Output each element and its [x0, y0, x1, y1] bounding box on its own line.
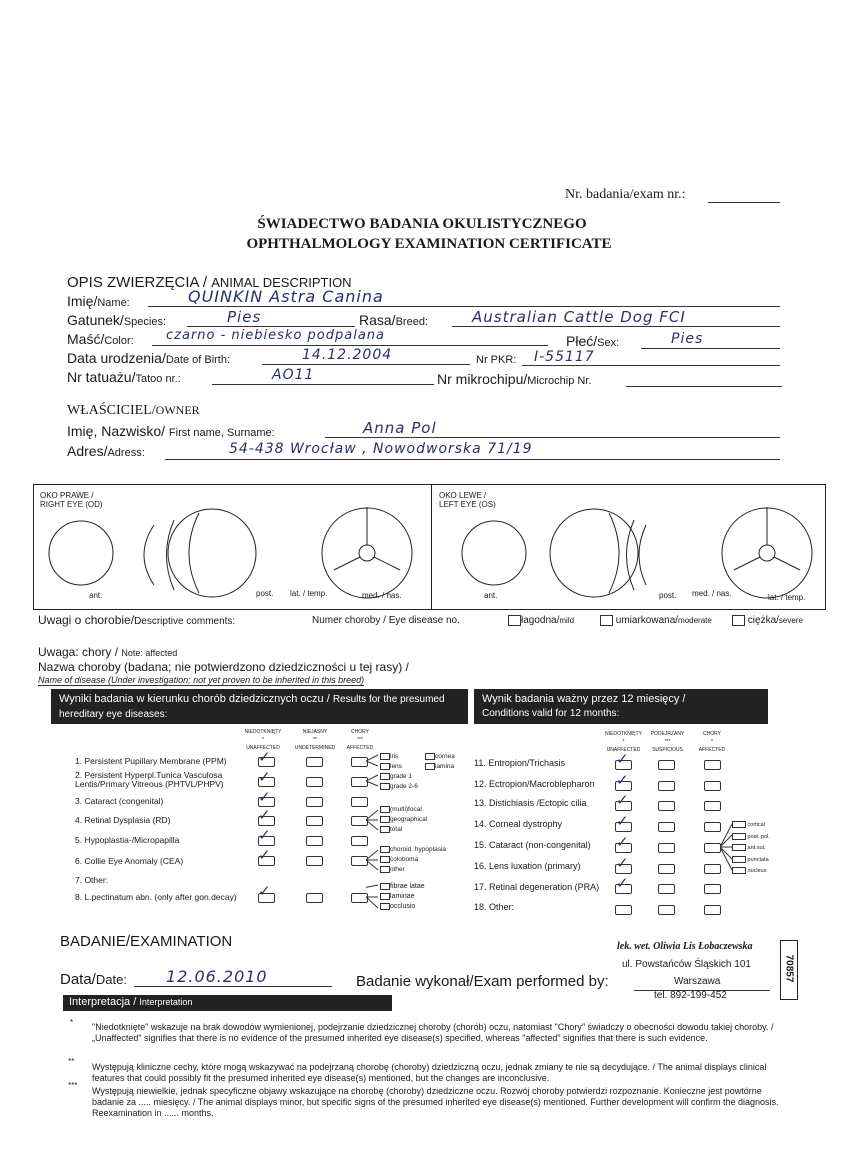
- entropion-suspicious-box[interactable]: [658, 760, 675, 770]
- sub-lpect[interactable]: fibrae latae laminae occlusio: [380, 882, 425, 912]
- stamp-city: Warszawa: [674, 976, 721, 987]
- right-row-17: 17. Retinal degeneration (PRA): [474, 882, 600, 892]
- color-field[interactable]: czarno - niebiesko podpalana: [152, 328, 548, 346]
- disease-name-pl: Nazwa choroby (badana; nie potwierdzono dziedziczności u tej rasy) /: [38, 660, 409, 674]
- right-eye-label: OKO PRAWE / RIGHT EYE (OD): [40, 491, 103, 509]
- tick-lpect: ✓: [258, 883, 271, 900]
- color-label: Maść/Color:: [67, 331, 134, 347]
- lpect-undetermined-box[interactable]: [306, 893, 323, 903]
- right-row-14: 14. Corneal dystrophy: [474, 819, 563, 829]
- left-table-header: Wyniki badania w kierunku chorób dziedzicznych oczu / Results for the presumed hereditary eye diseases:: [51, 689, 468, 724]
- tick-distichiasis: ✓: [616, 792, 629, 809]
- interp-note-3: Występują niewielkie, jednak specyficzne objawy wskazujące na chorobę (choroby) dziedziczne oczu. Rozwój choroby potwierdzi rozpoznanie. Konieczne jest powtórne badanie za ..... miesięcy. / The animal displays minor, but specific signs of the presumed inherited eye disease(s) mentioned. Further development will confirm the diagnosis. Reexamination in ...... months.: [92, 1086, 779, 1118]
- microchip-label: Nr mikrochipu/Microchip Nr.: [437, 371, 592, 387]
- left-ant-label: ant.: [484, 591, 498, 600]
- distichiasis-suspicious-box[interactable]: [658, 801, 675, 811]
- luxation-suspicious-box[interactable]: [658, 864, 675, 874]
- exam-number-field[interactable]: [708, 202, 780, 203]
- right-row-12: 12. Ectropion/Macroblepharon: [474, 779, 595, 789]
- title-pl: ŚWIADECTWO BADANIA OKULISTYCZNEGO: [257, 216, 587, 232]
- corneal-affected-box[interactable]: [704, 822, 721, 832]
- left-row-6: 6. Collie Eye Anomaly (CEA): [75, 856, 184, 866]
- left-row-7: 7. Other:: [75, 875, 109, 885]
- stamp-address: ul. Powstańców Śląskich 101: [622, 959, 751, 970]
- owner-address-label: Adres/Adress:: [67, 443, 145, 459]
- sub-ppm[interactable]: iris lens: [380, 752, 402, 772]
- distichiasis-affected-box[interactable]: [704, 801, 721, 811]
- left-post-label: post.: [659, 591, 677, 600]
- tick-cataract: ✓: [258, 789, 271, 806]
- severe-option[interactable]: ciężka/severe: [732, 615, 803, 626]
- left-col-unaffected: NIEDOTKNIĘTY * UNAFFECTED: [244, 729, 282, 751]
- name-field[interactable]: QUINKIN Astra Canina: [148, 287, 780, 307]
- left-row-8: 8. L.pectinatum abn. (only after gon.decay): [75, 892, 237, 902]
- owner-heading: WŁAŚCICIEL/OWNER: [67, 403, 200, 418]
- tick-luxation: ✓: [616, 855, 629, 872]
- ppm-undetermined-box[interactable]: [306, 757, 323, 767]
- sub-cea[interactable]: choroid. hypoplasia coloboma other: [380, 845, 446, 875]
- tick-entropion: ✓: [616, 751, 629, 768]
- pkr-field[interactable]: I-55117: [522, 349, 780, 366]
- disease-no-label: Numer choroby / Eye disease no.: [312, 615, 460, 626]
- pra-suspicious-box[interactable]: [658, 884, 675, 894]
- luxation-affected-box[interactable]: [704, 864, 721, 874]
- left-row-2: 2. Persistent Hyperpl.Tunica Vasculosa Lentis/Primary Vitreous (PHTVL/PHPV): [75, 770, 224, 789]
- tick-pra: ✓: [616, 875, 629, 892]
- left-col-affected: CHORY *** AFFECTED: [346, 729, 374, 751]
- exam-number-label: Nr. badania/exam nr.:: [565, 187, 686, 202]
- phtvl-undetermined-box[interactable]: [306, 777, 323, 787]
- ectropion-affected-box[interactable]: [704, 781, 721, 791]
- stamp-number-box: 70857: [780, 940, 798, 1000]
- sub-phtvl[interactable]: grade 1 grade 2-6: [380, 772, 418, 792]
- exam-date-field[interactable]: 12.06.2010: [134, 967, 332, 987]
- disease-name-en: Name of disease (Under investigation; not yet proven to be inherited in this breed): [38, 675, 365, 685]
- eye-diagram-box: [33, 484, 826, 610]
- owner-name-label: Imię, Nazwisko/ First name, Surname:: [67, 423, 275, 439]
- other-suspicious-box[interactable]: [658, 905, 675, 915]
- pra-affected-box[interactable]: [704, 884, 721, 894]
- sex-label: Płeć/Sex:: [566, 333, 620, 349]
- exam-performed-label: Badanie wykonał/Exam performed by:: [356, 973, 609, 990]
- other-affected-box[interactable]: [704, 905, 721, 915]
- cataract-undetermined-box[interactable]: [306, 797, 323, 807]
- comments-label: Uwagi o chorobie/Descriptive comments:: [38, 613, 236, 627]
- cataract-sub-options[interactable]: cortical post. pol. ant.sut. punctata nucleus: [732, 820, 770, 878]
- right-table-header: Wynik badania ważny przez 12 miesięcy / Conditions valid for 12 months:: [474, 689, 768, 724]
- left-col-undetermined: NIEJASNY ** UNDETERMINED: [294, 729, 336, 751]
- microchip-field[interactable]: [626, 386, 782, 387]
- note3-mark: ***: [68, 1081, 78, 1090]
- right-post-label: post.: [256, 589, 274, 598]
- cataract-nc-affected-box[interactable]: [704, 843, 721, 853]
- owner-name-field[interactable]: Anna Pol: [325, 419, 780, 438]
- cea-undetermined-box[interactable]: [306, 856, 323, 866]
- owner-address-field[interactable]: 54-438 Wrocław , Nowodworska 71/19: [165, 441, 780, 460]
- dob-label: Data urodzenia/Date of Birth:: [67, 350, 231, 366]
- note1-mark: *: [70, 1018, 74, 1027]
- right-row-11: 11. Entropion/Trichasis: [474, 758, 566, 768]
- pkr-label: Nr PKR:: [476, 354, 517, 366]
- right-col-affected: CHORY * AFFECTED: [698, 731, 726, 753]
- left-lat-label: lat. / temp.: [768, 593, 806, 602]
- sub-ppm-2[interactable]: cornea lamina: [425, 752, 455, 772]
- breed-field[interactable]: Australian Cattle Dog FCI: [452, 308, 780, 327]
- species-field[interactable]: Pies: [187, 308, 355, 327]
- tick-ppm: ✓: [258, 749, 271, 766]
- species-label: Gatunek/Species:: [67, 312, 167, 328]
- stamp-phone: tel. 892-199-452: [654, 990, 727, 1001]
- animal-heading: OPIS ZWIERZĘCIA / ANIMAL DESCRIPTION: [67, 274, 352, 291]
- mild-option[interactable]: łagodna/mild: [508, 615, 574, 626]
- stamp-name: lek. wet. Oliwia Lis Łobaczewska: [617, 941, 753, 952]
- right-lat-label: lat. / temp.: [290, 589, 328, 598]
- right-med-label: med. / nas.: [362, 591, 402, 600]
- note2-mark: **: [68, 1057, 75, 1066]
- tick-rd: ✓: [258, 807, 271, 824]
- tick-cataract-nc: ✓: [616, 834, 629, 851]
- interp-note-2: Występują kliniczne cechy, które mogą wskazywać na podejrzaną chorobę (choroby) dziedziczną oczu, jednak zmiany te nie są decydujące. / The animal displays clinical features that could possibly fit the presumed inherited eye disease(s) mentioned, but the changes are inconclusive.: [92, 1062, 767, 1083]
- right-row-13: 13. Distichiasis /Ectopic cilia: [474, 798, 587, 808]
- interp-note-1: "Niedotknięte" wskazuje na brak dowodów wymienionej, podejrzanie dziedzicznej choroby (chorób) oczu, natomiast "Chory" świadczy o obecności dowodu takiej choroby. / „Unaffected" signifies that there is no evidence of the presumed inherited eye disease(s) specified, whereas "affected" signifies that there is such evidence.: [92, 1022, 774, 1043]
- tick-ectropion: ✓: [616, 772, 629, 789]
- right-row-18: 18. Other:: [474, 902, 515, 912]
- left-eye-label: OKO LEWE / LEFT EYE (OS): [439, 491, 496, 509]
- right-col-unaffected: NIEDOTKNIĘTY * UNAFFECTED: [605, 731, 642, 753]
- tick-corneal: ✓: [616, 813, 629, 830]
- interpretation-header: Interpretacja / Interpretation: [63, 995, 392, 1011]
- exam-date-label: Data/Date:: [60, 971, 127, 988]
- breed-label: Rasa/Breed:: [359, 312, 428, 328]
- hypoplasia-undetermined-box[interactable]: [306, 836, 323, 846]
- right-ant-label: ant.: [89, 591, 103, 600]
- sex-field[interactable]: Pies: [641, 331, 780, 349]
- dob-field[interactable]: 14.12.2004: [262, 347, 470, 365]
- tick-cea: ✓: [258, 847, 271, 864]
- rd-undetermined-box[interactable]: [306, 816, 323, 826]
- left-row-1: 1. Persistent Pupillary Membrane (PPM): [75, 756, 227, 766]
- right-col-suspicious: PODEJRZANY *** SUSPICIOUS: [650, 731, 685, 753]
- examination-heading: BADANIE/EXAMINATION: [60, 933, 233, 950]
- name-label: Imię/Name:: [67, 293, 130, 309]
- moderate-option[interactable]: umiarkowana/moderate: [600, 615, 712, 626]
- tick-phtvl: ✓: [258, 769, 271, 786]
- left-row-3: 3. Cataract (congenital): [75, 796, 164, 806]
- left-row-4: 4. Retinal Dysplasia (RD): [75, 815, 171, 825]
- ectropion-suspicious-box[interactable]: [658, 781, 675, 791]
- right-row-16: 16. Lens luxation (primary): [474, 861, 581, 871]
- left-med-label: med. / nas.: [692, 589, 732, 598]
- left-row-5: 5. Hypoplastia-/Micropapilla: [75, 835, 180, 845]
- tick-hypoplasia: ✓: [258, 827, 271, 844]
- entropion-affected-box[interactable]: [704, 760, 721, 770]
- tattoo-label: Nr tatuażu/Tatoo nr.:: [67, 369, 181, 385]
- note-affected: Uwaga: chory / Note: affected: [38, 645, 178, 659]
- cataract-nc-suspicious-box[interactable]: [658, 843, 675, 853]
- title-en: OPHTHALMOLOGY EXAMINATION CERTIFICATE: [246, 236, 612, 252]
- right-row-15: 15. Cataract (non-congenital): [474, 840, 591, 850]
- tattoo-field[interactable]: AO11: [212, 367, 434, 385]
- other-unaffected-box[interactable]: [615, 905, 632, 915]
- sub-rd[interactable]: (multi)focal geographical total: [380, 805, 427, 835]
- corneal-suspicious-box[interactable]: [658, 822, 675, 832]
